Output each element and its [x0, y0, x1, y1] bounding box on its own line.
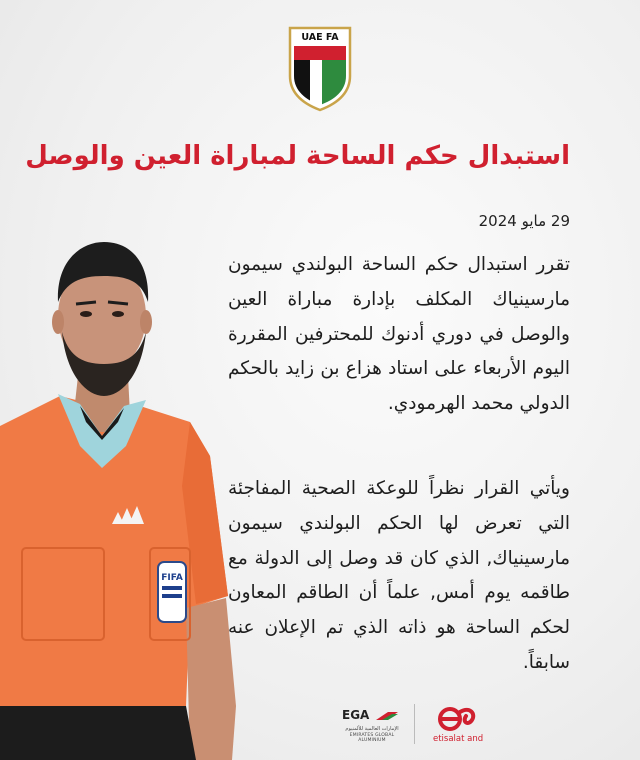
body-paragraph-1: تقرر استبدال حكم الساحة البولندي سيمون مارسينياك المكلف بإدارة مباراة العين والوصل في دوري أدنوك للمحترفين المقررة اليوم الأربعاء على استاد هزاع بن زايد بالحكم الدولي محمد الهرمودي.	[228, 254, 570, 415]
svg-text:FIFA: FIFA	[161, 573, 183, 583]
referee-photo	[0, 236, 250, 760]
crest-label: UAE FA	[301, 32, 339, 43]
publish-date: 29 مايو 2024	[478, 212, 570, 230]
etisalat-logo-text: etisalat and	[433, 734, 484, 744]
ega-logo-mark-icon	[374, 710, 400, 722]
footer-divider	[414, 704, 415, 744]
body-paragraph-2: ويأتي القرار نظراً للوعكة الصحية المفاجئة التي تعرض لها الحكم البولندي سيمون مارسينياك, الذي كان قد وصل إلى الدولة مع طاقمه يوم أمس, علماً أن الطاقم المعاون لحكم الساحة هو ذاته الذي تم الإعلان عنه سابقاً.	[228, 478, 570, 673]
uae-fa-crest-logo	[288, 26, 352, 112]
headline: استبدال حكم الساحة لمباراة العين والوصل	[25, 141, 570, 171]
etisalat-logo-icon	[436, 704, 478, 734]
ega-logo-text: EGA	[342, 708, 370, 722]
ega-logo-english: EMIRATES GLOBAL ALUMINIUM	[349, 733, 395, 743]
ega-logo-arabic: الإمارات العالمية للألمنيوم	[345, 726, 399, 732]
